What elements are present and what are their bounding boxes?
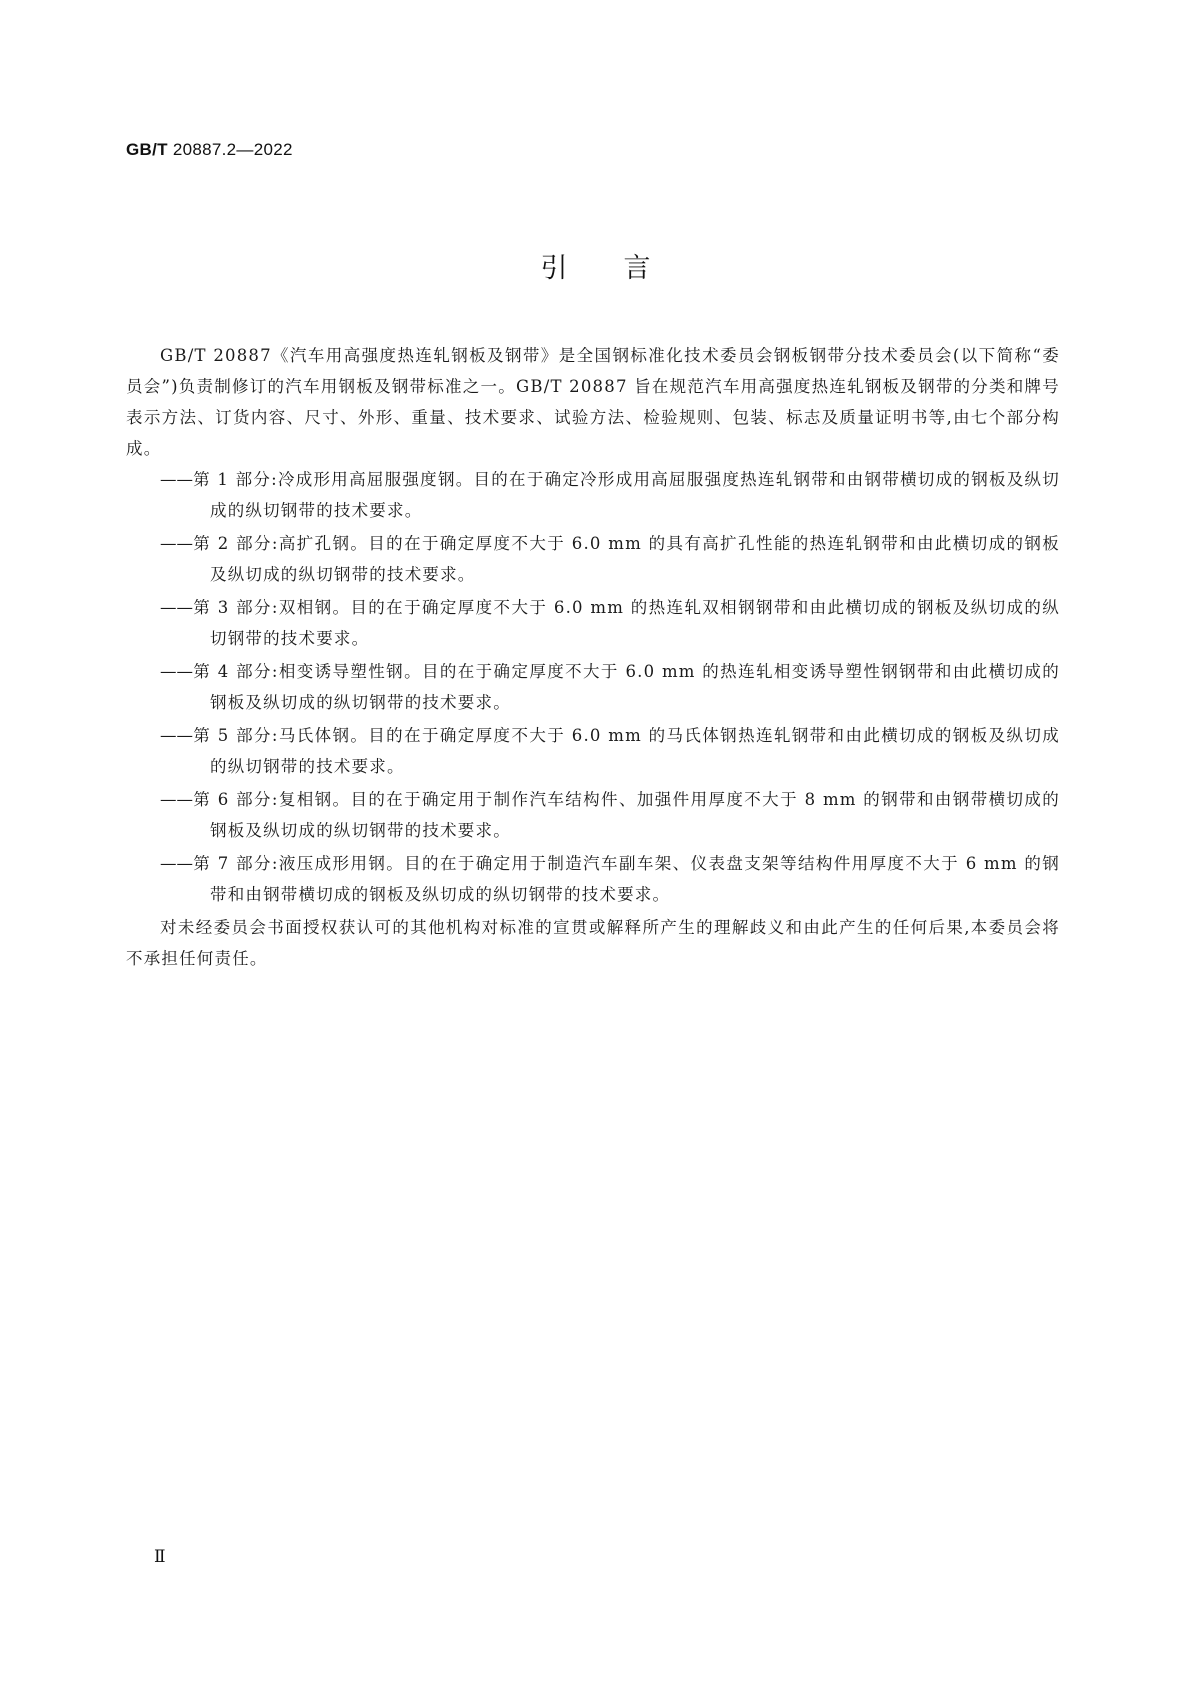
list-dash: —— (160, 662, 193, 681)
closing-paragraph: 对未经委员会书面授权获认可的其他机构对标准的宣贯或解释所产生的理解歧义和由此产生的任何后果,本委员会将不承担任何责任。 (126, 918, 1060, 968)
list-item-text: 第 4 部分:相变诱导塑性钢。目的在于确定厚度不大于 6.0 mm 的热连轧相变诱导塑性钢钢带和由此横切成的钢板及纵切成的纵切钢带的技术要求。 (193, 662, 1060, 712)
list-dash: —— (160, 534, 193, 553)
list-dash: —— (160, 598, 193, 617)
list-dash: —— (160, 854, 193, 873)
list-item (126, 784, 1060, 846)
list-dash: —— (160, 470, 193, 489)
list-item-text: 第 1 部分:冷成形用高屈服强度钢。目的在于确定冷形成用高屈服强度热连轧钢带和由钢带横切成的钢板及纵切成的纵切钢带的技术要求。 (193, 470, 1060, 520)
list-item-text: 第 7 部分:液压成形用钢。目的在于确定用于制造汽车副车架、仪表盘支架等结构件用厚度不大于 6 mm 的钢带和由钢带横切成的钢板及纵切成的纵切钢带的技术要求。 (193, 854, 1060, 904)
list-item-text: 第 3 部分:双相钢。目的在于确定厚度不大于 6.0 mm 的热连轧双相钢钢带和由此横切成的钢板及纵切成的纵切钢带的技术要求。 (193, 598, 1060, 648)
list-item (126, 464, 1060, 526)
list-item-text: 第 5 部分:马氏体钢。目的在于确定厚度不大于 6.0 mm 的马氏体钢热连轧钢带和由此横切成的钢板及纵切成的纵切钢带的技术要求。 (193, 726, 1060, 776)
list-item-text: 第 6 部分:复相钢。目的在于确定用于制作汽车结构件、加强件用厚度不大于 8 mm 的钢带和由钢带横切成的钢板及纵切成的纵切钢带的技术要求。 (193, 790, 1060, 840)
list-item-text: 第 2 部分:高扩孔钢。目的在于确定厚度不大于 6.0 mm 的具有高扩孔性能的热连轧钢带和由此横切成的钢板及纵切成的纵切钢带的技术要求。 (193, 534, 1060, 584)
parts-list (126, 464, 1060, 910)
list-item (126, 720, 1060, 782)
page-title: 引言 (540, 253, 707, 284)
list-item (126, 592, 1060, 654)
standard-code-prefix: GB/T (126, 140, 168, 159)
list-item (126, 656, 1060, 718)
list-item (126, 528, 1060, 590)
standard-code-number: 20887.2—2022 (172, 140, 293, 159)
intro-paragraph: GB/T 20887《汽车用高强度热连轧钢板及钢带》是全国钢标准化技术委员会钢板钢带分技术委员会(以下简称“委员会”)负责制修订的汽车用钢板及钢带标准之一。GB/T 20887 旨在规范汽车用高强度热连轧钢板及钢带的分类和牌号表示方法、订货内容、尺寸、外形、重量、技术要求、试验方法、检验规则、包装、标志及质量证明书等,由七个部分构成。 (126, 346, 1060, 458)
intro-content (126, 340, 1060, 974)
list-item (126, 848, 1060, 910)
list-dash: —— (160, 790, 193, 809)
standard-code (126, 140, 293, 160)
page-number: Ⅱ (154, 1547, 166, 1567)
list-dash: —— (160, 726, 193, 745)
